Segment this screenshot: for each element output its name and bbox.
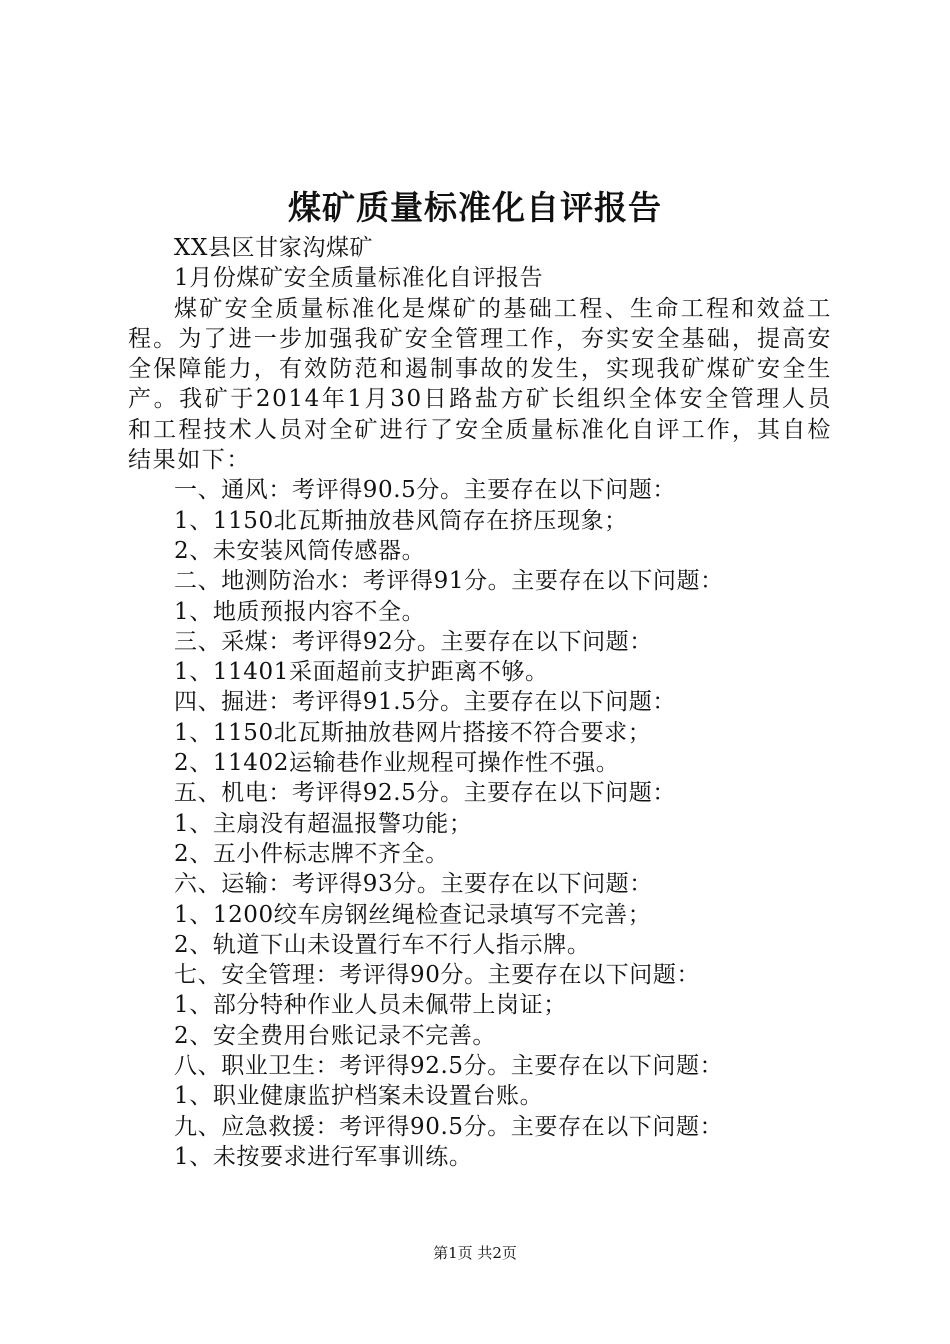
list-item: 1、11401采面超前支护距离不够。 [174, 659, 549, 686]
list-item: 1、1200绞车房钢丝绳检查记录填写不完善； [174, 901, 652, 928]
list-item: 1、部分特种作业人员未佩带上岗证； [174, 992, 567, 1019]
header-line: 1月份煤矿安全质量标准化自评报告 [174, 265, 544, 292]
list-item: 2、五小件标志牌不齐全。 [174, 840, 449, 867]
list-item: 六、运输：考评得93分。主要存在以下问题： [174, 871, 653, 898]
list-item: 一、通风：考评得90.5分。主要存在以下问题： [174, 477, 677, 504]
list-item: 三、采煤：考评得92分。主要存在以下问题： [174, 628, 653, 655]
document-title: 煤矿质量标准化自评报告 [288, 188, 662, 227]
list-item: 九、应急救援：考评得90.5分。主要存在以下问题： [174, 1113, 724, 1140]
list-item: 1、1150北瓦斯抽放巷网片搭接不符合要求； [174, 719, 652, 746]
list-item: 七、安全管理：考评得90分。主要存在以下问题： [174, 962, 701, 989]
list-item: 1、主扇没有超温报警功能； [174, 810, 473, 837]
list-item: 1、地质预报内容不全。 [174, 598, 426, 625]
list-item: 2、轨道下山未设置行车不行人指示牌。 [174, 931, 591, 958]
list-item: 五、机电：考评得92.5分。主要存在以下问题： [174, 780, 677, 807]
item-list [128, 475, 832, 1172]
list-item: 1、未按要求进行军事训练。 [174, 1143, 473, 1170]
document-body [128, 233, 832, 1172]
list-item: 2、安全费用台账记录不完善。 [174, 1022, 497, 1049]
list-item: 1、1150北瓦斯抽放巷风筒存在挤压现象； [174, 507, 628, 534]
list-item: 四、掘进：考评得91.5分。主要存在以下问题： [174, 689, 677, 716]
list-item: 八、职业卫生：考评得92.5分。主要存在以下问题： [174, 1053, 724, 1080]
header-line: XX县区甘家沟煤矿 [174, 235, 374, 261]
list-item: 二、地测防治水：考评得91分。主要存在以下问题： [174, 568, 724, 595]
page-footer: 第1页 共2页 [433, 1244, 517, 1262]
list-item: 2、未安装风筒传感器。 [174, 537, 426, 564]
list-item: 1、职业健康监护档案未设置台账。 [174, 1083, 544, 1110]
list-item: 2、11402运输巷作业规程可操作性不强。 [174, 750, 620, 777]
intro-paragraph: 煤矿安全质量标准化是煤矿的基础工程、生命工程和效益工程。为了进一步加强我矿安全管理工作，夯实安全基础，提高安全保障能力，有效防范和遏制事故的发生，实现我矿煤矿安全生产。我矿于2014年1月30日路盐方矿长组织全体安全管理人员和工程技术人员对全矿进行了安全质量标准化自评工作，其自检结果如下： [128, 295, 832, 474]
